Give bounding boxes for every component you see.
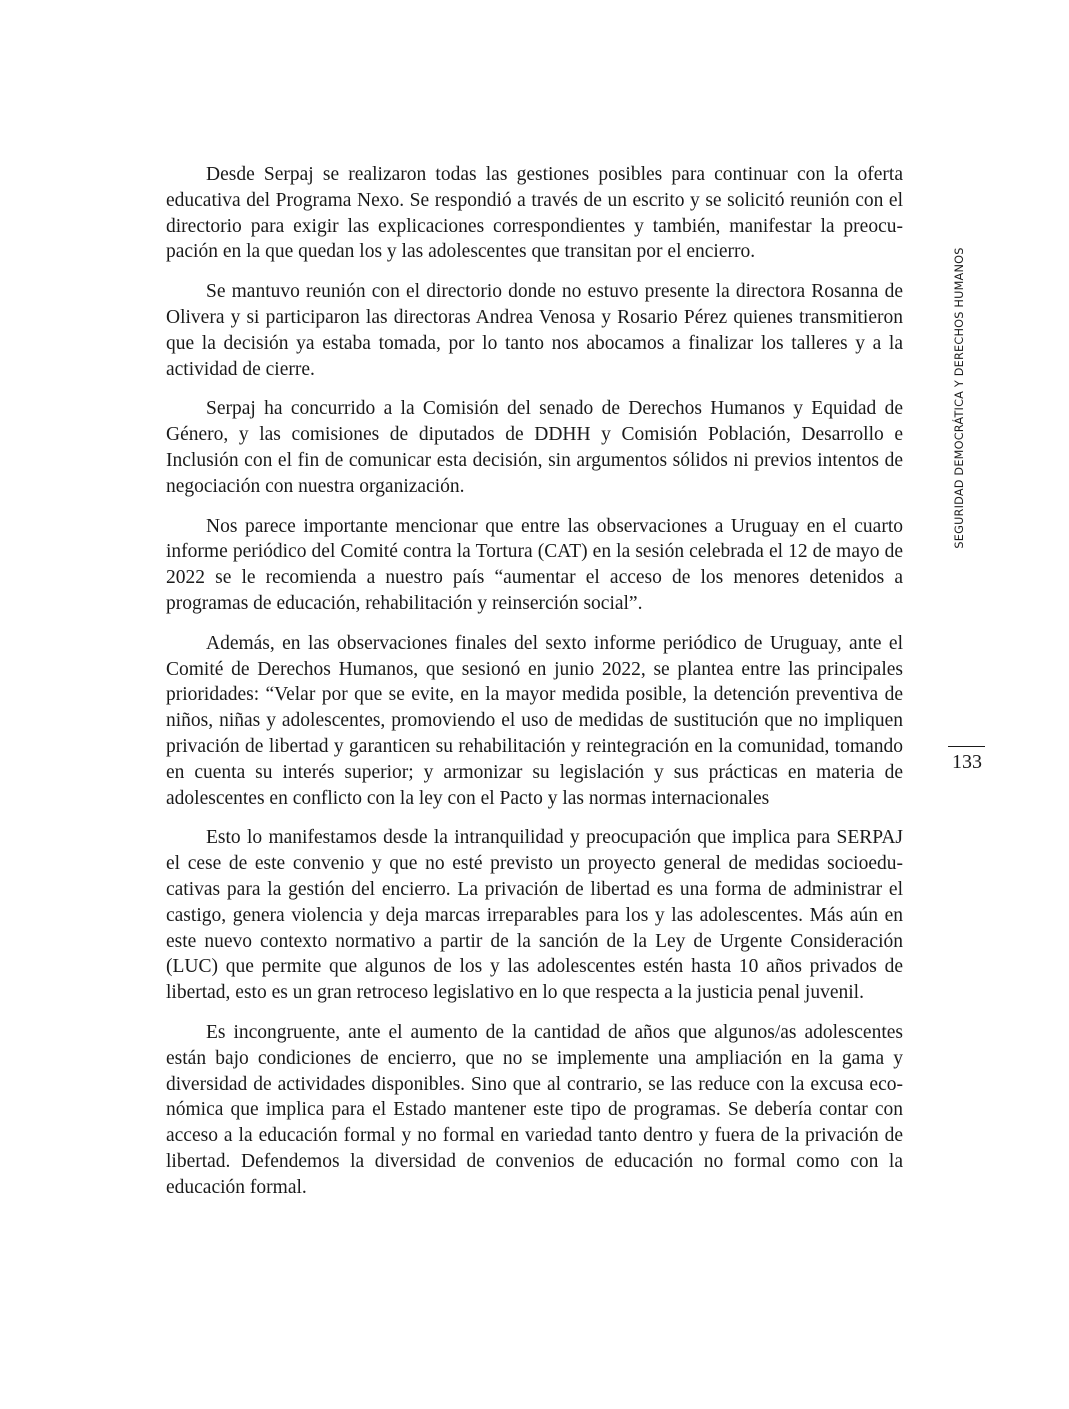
paragraph-7: Es incongruente, ante el aumento de la cantidad de años que algunos/as adolescentes están bajo condiciones de encierro, que no se implemente una ampliación en la gama y diversidad de actividades disponibles. Sino que al contrario, se las reduce con la excusa económica que implica para el Estado mantener este tipo de programas. Se debería contar con acceso a la educación formal y no formal en variedad tanto dentro y fuera de la privación de libertad. Defendemos la diversidad de convenios de educación no formal como con la educación formal.: [166, 1021, 903, 1198]
body-text: [166, 162, 903, 1214]
paragraph-6: Esto lo manifestamos desde la intranquilidad y preocupación que implica para SERPAJ el cese de este convenio y que no esté previsto un proyecto general de medidas socioeducativas para la gestión del encierro. La privación de libertad es una forma de administrar el castigo, genera violencia y deja marcas irreparables para los y las adolescentes. Más aún en este nuevo contexto normativo a partir de la sanción de la Ley de Urgente Consideración (LUC) que permite que algunos de los y las adolescentes estén hasta 10 años privados de libertad, esto es un gran retroceso legislativo en lo que respecta a la justicia penal juvenil.: [166, 827, 903, 1004]
paragraph-1: Desde Serpaj se realizaron todas las gestiones posibles para continuar con la oferta educativa del Programa Nexo. Se respondió a través de un escrito y se solicitó reunión con el directorio para exigir las explicaciones correspondientes y también, manifestar la preocupación en la que quedan los y las adolescentes que transitan por el encierro.: [166, 164, 903, 263]
paragraph-5: Además, en las observaciones finales del sexto informe periódico de Uruguay, ante el Comité de Derechos Humanos, que sesionó en junio 2022, se plantea entre las principales prioridades: “Velar por que se evite, en la mayor medida posible, la detención preventiva de niños, niñas y adolescentes, promoviendo el uso de medidas de sustitución que no impliquen privación de libertad y garanticen su rehabilitación y reintegración en la comunidad, tomando en cuenta su interés superior; y armonizar su legislación y sus prácticas en materia de adolescentes en conflicto con la ley con el Pacto y las normas internacionales: [166, 632, 903, 809]
running-header: SEGURIDAD DEMOCRÁTICA Y DERECHOS HUMANOS: [953, 247, 966, 549]
paragraph-4: Nos parece importante mencionar que entre las observaciones a Uruguay en el cuarto informe periódico del Comité contra la Tortura (CAT) en la sesión celebrada el 12 de mayo de 2022 se le recomienda a nuestro país “aumentar el acceso de los menores detenidos a programas de educación, rehabilitación y reinserción social”.: [166, 515, 903, 614]
page-number: 133: [952, 751, 982, 773]
paragraph-3: Serpaj ha concurrido a la Comisión del senado de Derechos Humanos y Equidad de Género, y las comisiones de diputados de DDHH y Comisión Población, Desarrollo e Inclusión con el fin de comunicar esta decisión, sin argumentos sólidos ni previos intentos de negociación con nuestra organización.: [166, 398, 903, 497]
paragraph-2: Se mantuvo reunión con el directorio donde no estuvo presente la directora Rosanna de Olivera y si participaron las directoras Andrea Venosa y Rosario Pérez quienes transmitieron que la decisión ya estaba tomada, por lo tanto nos abocamos a finalizar los talleres y a la actividad de cierre.: [166, 281, 903, 380]
page-number-rule: [948, 746, 985, 747]
